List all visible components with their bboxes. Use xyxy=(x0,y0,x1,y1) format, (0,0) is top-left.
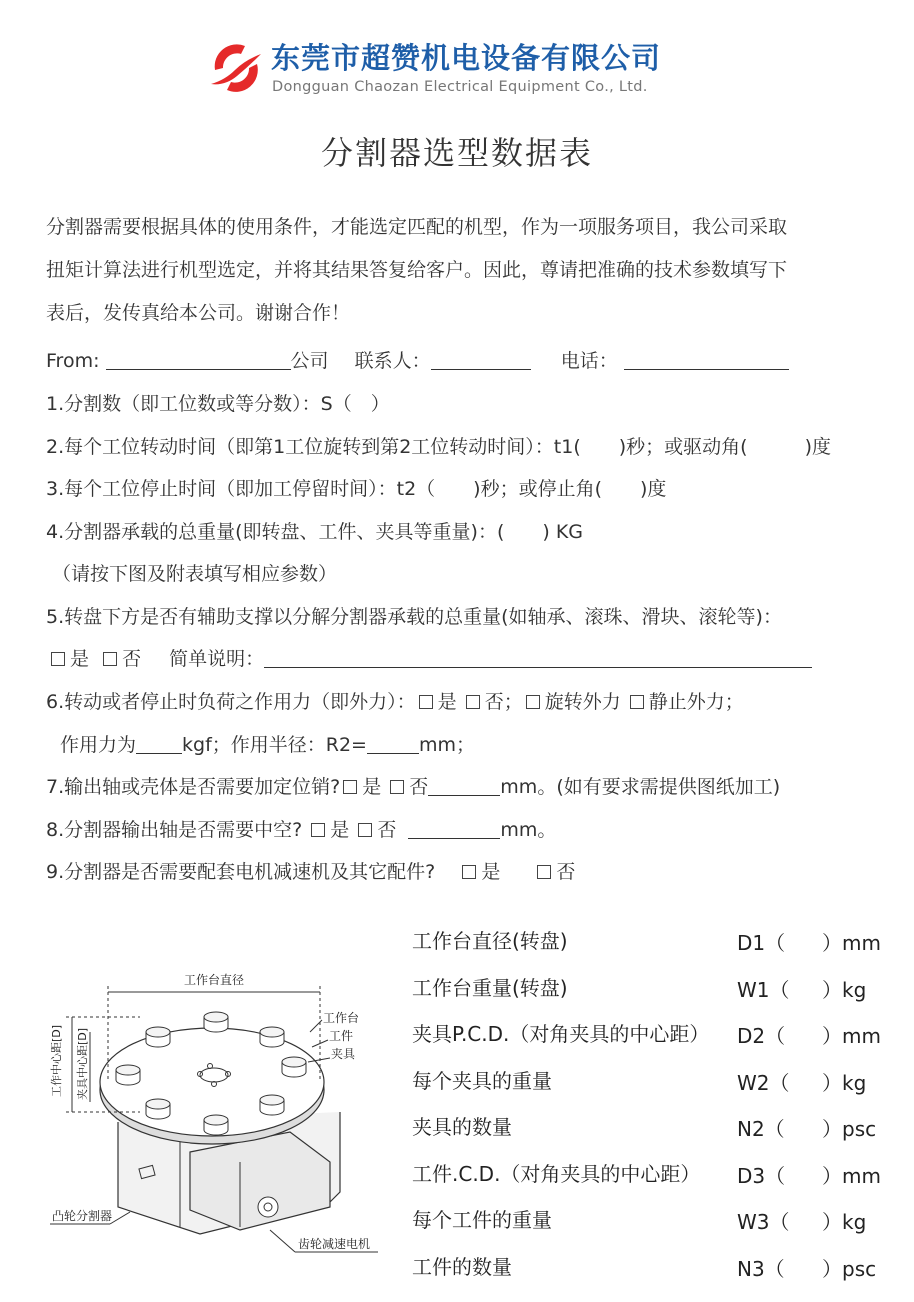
param-row xyxy=(412,1065,892,1105)
param-unit: ）psc xyxy=(822,1257,877,1281)
company-logo-icon xyxy=(205,40,267,96)
q5-desc-field[interactable] xyxy=(264,647,812,668)
q9-no-checkbox[interactable] xyxy=(537,865,551,879)
question-4-note: （请按下图及附表填写相应参数） xyxy=(52,563,338,585)
label-worktable: 工作台 xyxy=(323,1011,360,1025)
intro-line-2: 扭矩计算法进行机型选定，并将其结果答复给客户。因此，尊请把准确的技术参数填写下 xyxy=(46,259,788,281)
q7-no-label: 否 xyxy=(409,776,429,798)
param-code[interactable]: D1（ xyxy=(737,931,786,955)
intro-line-3: 表后，发传真给本公司。谢谢合作！ xyxy=(46,302,351,324)
q5-desc-label: 简单说明： xyxy=(169,648,265,670)
question-5: 5.转盘下方是否有辅助支撑以分解分割器承载的总重量(如轴承、滚珠、滑块、滚轮等)： xyxy=(46,606,782,628)
q7-yes-label: 是 xyxy=(362,776,382,798)
q5-yes-label: 是 xyxy=(70,648,90,670)
q8-text: 8.分割器输出轴是否需要中空? xyxy=(46,819,303,841)
param-code[interactable]: W2（ xyxy=(737,1071,790,1095)
param-label: 工作台直径(转盘) xyxy=(412,929,568,953)
question-5-answer xyxy=(48,644,812,671)
param-row xyxy=(412,972,892,1012)
question-7 xyxy=(46,772,780,799)
question-8 xyxy=(46,815,556,842)
question-2: 2.每个工位转动时间（即第1工位旋转到第2工位转动时间）：t1( )秒；或驱动角( )度 xyxy=(46,436,831,458)
contact-label: 联系人： xyxy=(354,350,431,372)
q6-force-label: 作用力为 xyxy=(60,734,137,756)
param-label: 每个工件的重量 xyxy=(412,1208,552,1232)
param-row xyxy=(412,1251,892,1291)
param-unit: ）psc xyxy=(822,1117,877,1141)
indexer-diagram xyxy=(40,962,390,1272)
q6-radius-field[interactable] xyxy=(367,733,419,754)
param-code[interactable]: D3（ xyxy=(737,1164,786,1188)
q7-no-checkbox[interactable] xyxy=(390,780,404,794)
company-name-cn: 东莞市超赞机电设备有限公司 xyxy=(271,41,662,75)
q7-note: mm。(如有要求需提供图纸加工) xyxy=(500,776,781,798)
question-6 xyxy=(46,687,744,714)
q6-text: 6.转动或者停止时负荷之作用力（即外力）： xyxy=(46,691,416,713)
from-field[interactable] xyxy=(106,349,291,370)
param-label: 工件的数量 xyxy=(412,1255,512,1279)
q6-rotation-checkbox[interactable] xyxy=(526,695,540,709)
q7-text: 7.输出轴或壳体是否需要加定位销? xyxy=(46,776,341,798)
q6-yes-checkbox[interactable] xyxy=(419,695,433,709)
question-4: 4.分割器承载的总重量(即转盘、工件、夹具等重量)：( ) KG xyxy=(46,521,584,543)
q5-no-checkbox[interactable] xyxy=(103,652,117,666)
q7-field[interactable] xyxy=(428,775,500,796)
q6-static-label: 静止外力； xyxy=(648,691,744,713)
param-label: 每个夹具的重量 xyxy=(412,1069,552,1093)
label-workpiece: 工件 xyxy=(329,1029,354,1043)
q6-force-field[interactable] xyxy=(136,733,182,754)
q6-mm-label: mm； xyxy=(418,734,476,756)
q8-yes-label: 是 xyxy=(330,819,350,841)
q5-yes-checkbox[interactable] xyxy=(51,652,65,666)
question-1: 1.分割数（即工位数或等分数）：S（ ） xyxy=(46,393,390,415)
q8-no-label: 否 xyxy=(377,819,397,841)
label-workpiece-distance: 工作中心距[D] xyxy=(50,1024,63,1097)
q9-no-label: 否 xyxy=(556,861,576,883)
label-table-diameter: 工作台直径 xyxy=(183,973,245,987)
param-unit: ）mm xyxy=(822,931,881,955)
param-unit: ）kg xyxy=(822,1071,867,1095)
param-row xyxy=(412,1158,892,1198)
param-unit: ）kg xyxy=(822,1210,867,1234)
q8-no-checkbox[interactable] xyxy=(358,823,372,837)
q9-text: 9.分割器是否需要配套电机减速机及其它配件? xyxy=(46,861,436,883)
q8-yes-checkbox[interactable] xyxy=(311,823,325,837)
q6-yes-label: 是 xyxy=(437,691,457,713)
question-3: 3.每个工位停止时间（即加工停留时间）：t2（ )秒；或停止角( )度 xyxy=(46,478,667,500)
param-label: 工件.C.D.（对角夹具的中心距） xyxy=(412,1162,701,1186)
param-label: 工作台重量(转盘) xyxy=(412,976,568,1000)
label-fixture: 夹具 xyxy=(331,1047,356,1061)
intro-line-1: 分割器需要根据具体的使用条件，才能选定匹配的机型，作为一项服务项目，我公司采取 xyxy=(46,216,788,238)
param-label: 夹具的数量 xyxy=(412,1115,512,1139)
param-label: 夹具P.C.D.（对角夹具的中心距） xyxy=(412,1022,710,1046)
q6-static-checkbox[interactable] xyxy=(630,695,644,709)
q6-radius-label: kgf；作用半径：R2= xyxy=(182,734,367,756)
q6-no-checkbox[interactable] xyxy=(466,695,480,709)
company-name-en: Dongguan Chaozan Electrical Equipment Co., Ltd. xyxy=(272,79,648,95)
q7-yes-checkbox[interactable] xyxy=(343,780,357,794)
q5-no-label: 否 xyxy=(122,648,142,670)
q8-unit: mm。 xyxy=(500,819,557,841)
contact-field[interactable] xyxy=(431,349,531,370)
label-fixture-distance: 夹具中心距[D] xyxy=(76,1027,89,1100)
header xyxy=(205,30,725,110)
contact-line xyxy=(46,346,789,373)
param-row xyxy=(412,1204,892,1244)
label-cam-indexer: 凸轮分割器 xyxy=(52,1209,113,1223)
param-code[interactable]: W3（ xyxy=(737,1210,790,1234)
from-label: From: xyxy=(46,350,100,372)
q9-yes-label: 是 xyxy=(481,861,501,883)
param-unit: ）kg xyxy=(822,978,867,1002)
q8-field[interactable] xyxy=(408,818,500,839)
q6-no-label: 否； xyxy=(484,691,523,713)
label-gear-motor: 齿轮减速电机 xyxy=(298,1237,371,1251)
phone-label: 电话： xyxy=(560,350,618,372)
param-row xyxy=(412,925,892,965)
phone-field[interactable] xyxy=(624,349,789,370)
param-code[interactable]: N2（ xyxy=(737,1117,785,1141)
param-code[interactable]: W1（ xyxy=(737,978,790,1002)
q9-yes-checkbox[interactable] xyxy=(462,865,476,879)
question-9 xyxy=(46,857,575,884)
question-6-force xyxy=(60,730,475,757)
company-label: 公司 xyxy=(290,350,329,372)
param-row xyxy=(412,1018,892,1058)
page-title: 分割器选型数据表 xyxy=(320,134,593,172)
param-unit: ）mm xyxy=(822,1024,881,1048)
param-unit: ）mm xyxy=(822,1164,881,1188)
q6-rotation-label: 旋转外力 xyxy=(544,691,621,713)
param-row xyxy=(412,1111,892,1151)
param-code[interactable]: N3（ xyxy=(737,1257,785,1281)
param-code[interactable]: D2（ xyxy=(737,1024,786,1048)
